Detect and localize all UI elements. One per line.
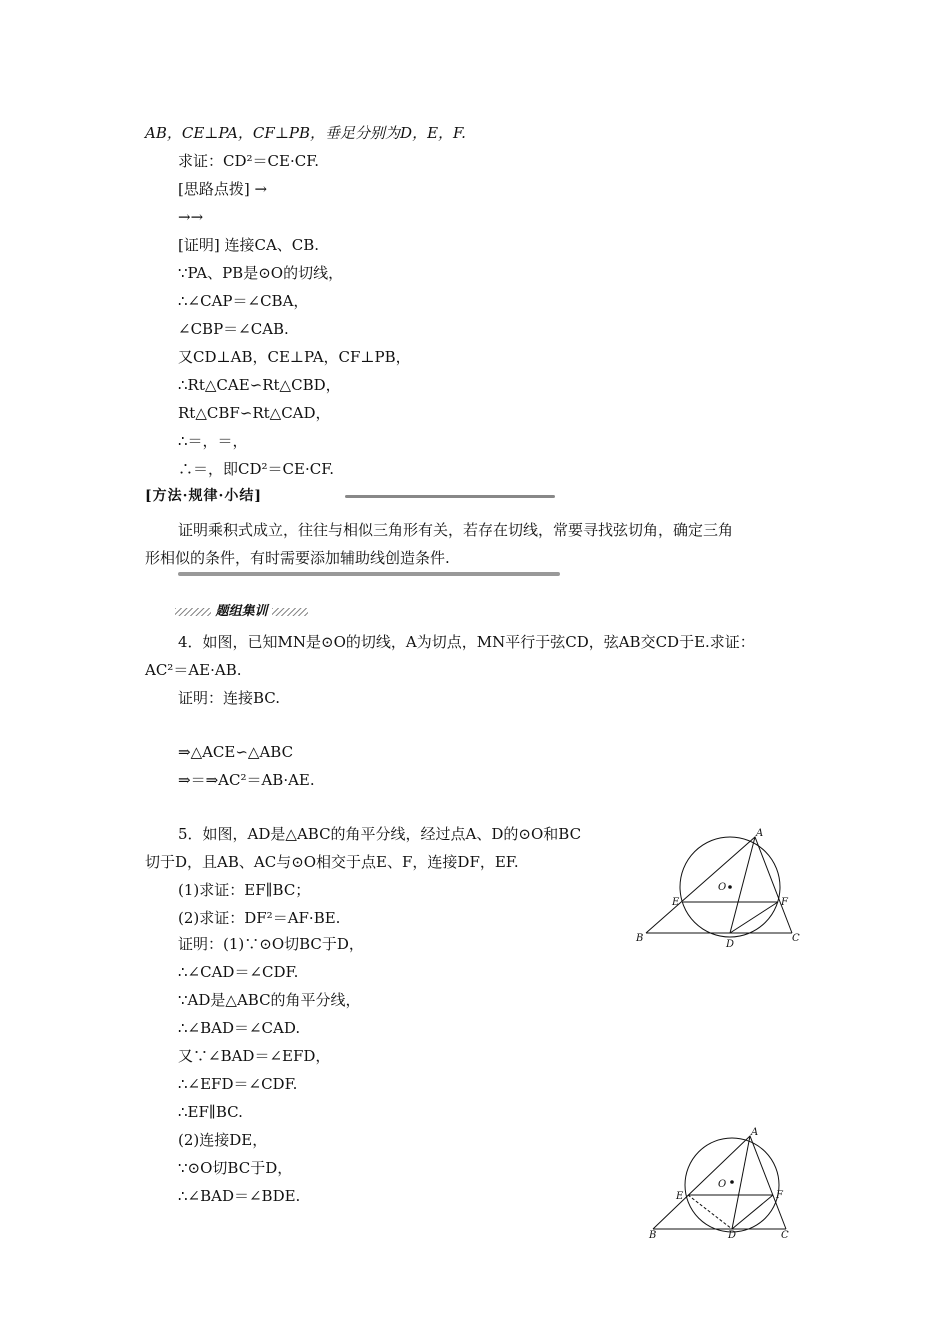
problem5-step: ∴∠BAD＝∠BDE. xyxy=(178,1187,301,1205)
summary-rule xyxy=(345,495,555,498)
group-title xyxy=(175,604,308,620)
text-line: [证明] 连接CA、CB. xyxy=(178,236,320,254)
summary-title: [方法·规律·小结] xyxy=(145,488,262,504)
problem5-step: ∴∠EFD＝∠CDF. xyxy=(178,1075,298,1093)
text-line: ∴＝，即CD²＝CE·CF. xyxy=(178,460,335,478)
label-b: B xyxy=(636,933,644,944)
problem5-question: (1)求证：EF∥BC； xyxy=(178,881,311,899)
label-f: F xyxy=(781,897,788,908)
segment-ad xyxy=(732,1136,750,1229)
label-b: B xyxy=(649,1230,657,1241)
problem5-step: ∴∠BAD＝∠CAD. xyxy=(178,1019,301,1037)
problem4-proof: ⇒＝⇒AC²＝AB·AE. xyxy=(178,771,315,789)
hatch-decoration xyxy=(272,608,308,616)
label-d: D xyxy=(726,939,735,950)
label-d: D xyxy=(728,1230,737,1241)
text-line: 又CD⊥AB，CE⊥PA，CF⊥PB， xyxy=(178,348,411,366)
label-a: A xyxy=(756,828,764,839)
problem4-question: AC²＝AE·AB. xyxy=(145,661,242,679)
center-dot xyxy=(730,1180,734,1184)
text-line: Rt△CBF∽Rt△CAD， xyxy=(178,404,331,422)
problem4-proof: ⇒△ACE∽△ABC xyxy=(178,743,294,761)
label-o: O xyxy=(718,1179,727,1190)
text-line: ∠CBP＝∠CAB. xyxy=(178,320,289,338)
group-title-text: 题组集训 xyxy=(215,604,268,619)
label-a: A xyxy=(751,1127,759,1138)
label-o: O xyxy=(718,882,727,893)
problem4-proof: 证明：连接BC. xyxy=(178,689,281,707)
text-line: ∴Rt△CAE∽Rt△CBD， xyxy=(178,376,341,394)
text-line: 求证：CD²＝CE·CF. xyxy=(178,152,320,170)
text-line: →→ xyxy=(178,208,204,226)
problem5-step: ∴EF∥BC. xyxy=(178,1103,243,1121)
summary-banner xyxy=(145,487,560,505)
text-line: [思路点拨] → xyxy=(178,180,268,198)
problem4-question: 4．如图，已知MN是⊙O的切线，A为切点，MN平行于弦CD，弦AB交CD于E.求证： xyxy=(178,633,755,651)
center-dot xyxy=(728,885,732,889)
problem5-question: 切于D，且AB、AC与⊙O相交于点E、F，连接DF，EF. xyxy=(145,853,519,871)
problem5-step: 证明：(1)∵⊙O切BC于D， xyxy=(178,935,364,953)
summary-text: 证明乘积式成立，往往与相似三角形有关，若存在切线，常要寻找弦切角，确定三角 xyxy=(178,521,734,539)
hatch-decoration xyxy=(175,608,211,616)
problem5-question: 5．如图，AD是△ABC的角平分线，经过点A、D的⊙O和BC xyxy=(178,825,582,843)
problem5-step: 又∵∠BAD＝∠EFD， xyxy=(178,1047,331,1065)
text-line: ∴∠CAP＝∠CBA， xyxy=(178,292,309,310)
text-line: ∵PA、PB是⊙O的切线， xyxy=(178,264,344,282)
geometry-figure-2 xyxy=(640,1125,810,1245)
summary-bottom-rule xyxy=(178,572,560,576)
geometry-figure-1 xyxy=(630,825,810,950)
problem5-step: ∵⊙O切BC于D， xyxy=(178,1159,293,1177)
text-line: ∴＝，＝， xyxy=(178,432,248,450)
problem5-question: (2)求证：DF²＝AF·BE. xyxy=(178,909,341,927)
problem5-step: ∵AD是△ABC的角平分线， xyxy=(178,991,361,1009)
segment-df xyxy=(732,1195,773,1229)
label-e: E xyxy=(676,1191,684,1202)
problem5-step: (2)连接DE， xyxy=(178,1131,268,1149)
problem5-step: ∴∠CAD＝∠CDF. xyxy=(178,963,299,981)
label-f: F xyxy=(776,1190,783,1201)
summary-text: 形相似的条件，有时需要添加辅助线创造条件. xyxy=(145,549,450,567)
label-e: E xyxy=(672,897,680,908)
label-c: C xyxy=(781,1230,789,1241)
label-c: C xyxy=(792,933,800,944)
text-line: AB，CE⊥PA，CF⊥PB，垂足分别为D，E，F. xyxy=(145,124,466,142)
segment-ad xyxy=(730,837,755,933)
segment-de-dashed xyxy=(688,1195,732,1229)
